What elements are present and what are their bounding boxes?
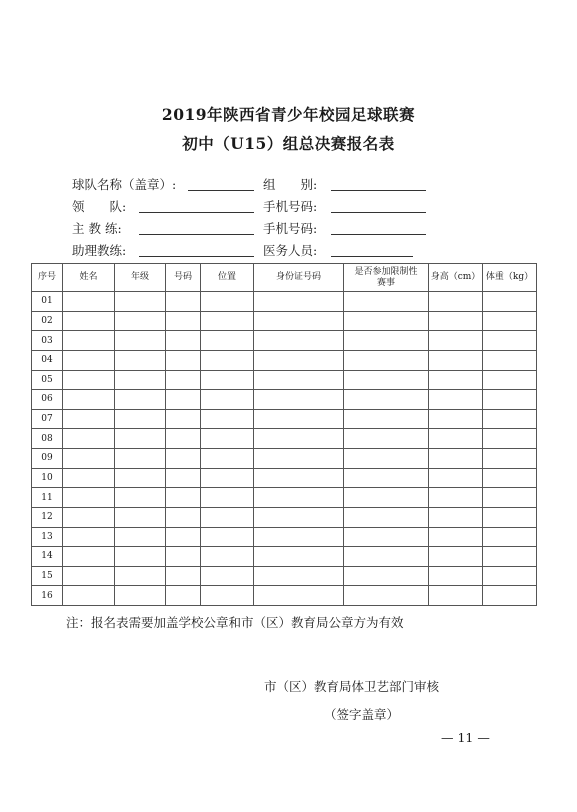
row-number: 16	[32, 586, 63, 606]
table-row	[32, 390, 537, 410]
entry-cell[interactable]	[166, 311, 201, 331]
table-row	[32, 331, 537, 351]
group-blank[interactable]	[331, 190, 426, 191]
entry-cell[interactable]	[429, 449, 483, 469]
entry-cell[interactable]	[254, 449, 344, 469]
page-number: — 11 —	[441, 730, 490, 745]
medical-staff-blank[interactable]	[331, 256, 413, 257]
entry-cell[interactable]	[115, 350, 166, 370]
entry-cell[interactable]	[201, 390, 254, 410]
table-row	[32, 527, 537, 547]
entry-cell[interactable]	[254, 586, 344, 606]
entry-cell[interactable]	[166, 449, 201, 469]
entry-cell[interactable]	[483, 566, 537, 586]
entry-cell[interactable]	[166, 409, 201, 429]
entry-cell[interactable]	[429, 566, 483, 586]
medical-staff-label: 医务人员:	[263, 243, 318, 258]
header-cell: 位置	[201, 264, 254, 292]
entry-cell[interactable]	[115, 547, 166, 567]
entry-cell[interactable]	[429, 370, 483, 390]
entry-cell[interactable]	[201, 350, 254, 370]
entry-cell[interactable]	[166, 292, 201, 312]
header-cell: 是否参加限制性赛事	[344, 264, 429, 292]
row-number: 10	[32, 468, 63, 488]
entry-cell[interactable]	[483, 390, 537, 410]
entry-cell[interactable]	[429, 547, 483, 567]
team-name-label: 球队名称（盖章）:	[72, 177, 177, 192]
header-cell: 姓名	[63, 264, 115, 292]
entry-cell[interactable]	[63, 468, 115, 488]
entry-cell[interactable]	[344, 390, 429, 410]
row-number: 05	[32, 370, 63, 390]
entry-cell[interactable]	[254, 527, 344, 547]
entry-cell[interactable]	[429, 350, 483, 370]
head-coach-label: 主 教 练:	[72, 221, 122, 236]
entry-cell[interactable]	[63, 311, 115, 331]
entry-cell[interactable]	[115, 409, 166, 429]
entry-cell[interactable]	[344, 409, 429, 429]
table-row	[32, 547, 537, 567]
entry-cell[interactable]	[429, 311, 483, 331]
entry-cell[interactable]	[201, 566, 254, 586]
row-number: 15	[32, 566, 63, 586]
entry-cell[interactable]	[201, 331, 254, 351]
entry-cell[interactable]	[254, 331, 344, 351]
table-row	[32, 350, 537, 370]
entry-cell[interactable]	[483, 409, 537, 429]
entry-cell[interactable]	[429, 331, 483, 351]
entry-cell[interactable]	[201, 527, 254, 547]
table-row	[32, 488, 537, 508]
entry-cell[interactable]	[201, 409, 254, 429]
entry-cell[interactable]	[344, 527, 429, 547]
entry-cell[interactable]	[201, 311, 254, 331]
entry-cell[interactable]	[201, 429, 254, 449]
header-cell: 体重（kg）	[483, 264, 537, 292]
row-number: 04	[32, 350, 63, 370]
entry-cell[interactable]	[254, 350, 344, 370]
entry-cell[interactable]	[201, 292, 254, 312]
form-title-line-1: 2019年陕西省青少年校园足球联赛	[161, 105, 416, 124]
note-text: 注：报名表需要加盖学校公章和市（区）教育局公章方为有效	[66, 615, 404, 630]
entry-cell[interactable]	[115, 586, 166, 606]
entry-cell[interactable]	[344, 488, 429, 508]
entry-cell[interactable]	[201, 586, 254, 606]
phone-blank-2[interactable]	[331, 234, 426, 235]
header-cell: 年级	[115, 264, 166, 292]
entry-cell[interactable]	[429, 507, 483, 527]
entry-cell[interactable]	[166, 390, 201, 410]
entry-cell[interactable]	[254, 409, 344, 429]
entry-cell[interactable]	[63, 449, 115, 469]
entry-cell[interactable]	[344, 547, 429, 567]
entry-cell[interactable]	[254, 370, 344, 390]
entry-cell[interactable]	[429, 390, 483, 410]
entry-cell[interactable]	[344, 311, 429, 331]
assistant-coach-blank[interactable]	[139, 256, 254, 257]
row-number: 11	[32, 488, 63, 508]
entry-cell[interactable]	[483, 547, 537, 567]
phone-blank-1[interactable]	[331, 212, 426, 213]
entry-cell[interactable]	[63, 370, 115, 390]
entry-cell[interactable]	[254, 292, 344, 312]
entry-cell[interactable]	[166, 350, 201, 370]
entry-cell[interactable]	[344, 468, 429, 488]
approval-text: 市（区）教育局体卫艺部门审核	[264, 679, 440, 694]
entry-cell[interactable]	[63, 409, 115, 429]
entry-cell[interactable]	[254, 429, 344, 449]
entry-cell[interactable]	[429, 429, 483, 449]
table-row	[32, 370, 537, 390]
row-number: 06	[32, 390, 63, 410]
entry-cell[interactable]	[254, 547, 344, 567]
phone-label-1: 手机号码:	[263, 199, 318, 214]
row-number: 01	[32, 292, 63, 312]
entry-cell[interactable]	[483, 370, 537, 390]
row-number: 14	[32, 547, 63, 567]
table-row	[32, 429, 537, 449]
entry-cell[interactable]	[63, 350, 115, 370]
entry-cell[interactable]	[166, 547, 201, 567]
roster-table	[31, 263, 537, 606]
entry-cell[interactable]	[201, 449, 254, 469]
entry-cell[interactable]	[254, 311, 344, 331]
entry-cell[interactable]	[483, 488, 537, 508]
table-header-row	[32, 264, 537, 292]
entry-cell[interactable]	[115, 429, 166, 449]
leader-blank[interactable]	[139, 212, 254, 213]
entry-cell[interactable]	[166, 507, 201, 527]
entry-cell[interactable]	[344, 292, 429, 312]
entry-cell[interactable]	[344, 370, 429, 390]
entry-cell[interactable]	[254, 468, 344, 488]
entry-cell[interactable]	[115, 468, 166, 488]
table-row	[32, 311, 537, 331]
entry-cell[interactable]	[429, 468, 483, 488]
entry-cell[interactable]	[429, 586, 483, 606]
entry-cell[interactable]	[115, 292, 166, 312]
entry-cell[interactable]	[429, 527, 483, 547]
entry-cell[interactable]	[63, 566, 115, 586]
entry-cell[interactable]	[201, 488, 254, 508]
entry-cell[interactable]	[429, 409, 483, 429]
table-row	[32, 566, 537, 586]
entry-cell[interactable]	[63, 390, 115, 410]
entry-cell[interactable]	[166, 468, 201, 488]
assistant-coach-label: 助理教练:	[72, 243, 127, 258]
entry-cell[interactable]	[166, 566, 201, 586]
entry-cell[interactable]	[201, 468, 254, 488]
entry-cell[interactable]	[115, 566, 166, 586]
entry-cell[interactable]	[63, 527, 115, 547]
entry-cell[interactable]	[115, 527, 166, 547]
entry-cell[interactable]	[344, 586, 429, 606]
table-row	[32, 468, 537, 488]
entry-cell[interactable]	[201, 547, 254, 567]
entry-cell[interactable]	[483, 429, 537, 449]
entry-cell[interactable]	[429, 488, 483, 508]
leader-label: 领 队:	[72, 199, 127, 214]
entry-cell[interactable]	[63, 292, 115, 312]
table-row	[32, 507, 537, 527]
header-cell: 号码	[166, 264, 201, 292]
entry-cell[interactable]	[483, 586, 537, 606]
entry-cell[interactable]	[254, 507, 344, 527]
entry-cell[interactable]	[63, 547, 115, 567]
entry-cell[interactable]	[115, 390, 166, 410]
entry-cell[interactable]	[483, 350, 537, 370]
entry-cell[interactable]	[166, 429, 201, 449]
entry-cell[interactable]	[483, 292, 537, 312]
signature-text: （签字盖章）	[324, 707, 400, 722]
row-number: 02	[32, 311, 63, 331]
entry-cell[interactable]	[201, 370, 254, 390]
entry-cell[interactable]	[344, 350, 429, 370]
row-number: 03	[32, 331, 63, 351]
entry-cell[interactable]	[483, 527, 537, 547]
header-cell: 身份证号码	[254, 264, 344, 292]
row-number: 12	[32, 507, 63, 527]
entry-cell[interactable]	[115, 331, 166, 351]
entry-cell[interactable]	[344, 507, 429, 527]
entry-cell[interactable]	[483, 449, 537, 469]
entry-cell[interactable]	[63, 586, 115, 606]
entry-cell[interactable]	[483, 331, 537, 351]
table-row	[32, 449, 537, 469]
entry-cell[interactable]	[344, 331, 429, 351]
entry-cell[interactable]	[115, 311, 166, 331]
team-name-blank[interactable]	[188, 190, 254, 191]
phone-label-2: 手机号码:	[263, 221, 318, 236]
entry-cell[interactable]	[63, 331, 115, 351]
entry-cell[interactable]	[115, 449, 166, 469]
entry-cell[interactable]	[115, 507, 166, 527]
entry-cell[interactable]	[344, 566, 429, 586]
entry-cell[interactable]	[483, 311, 537, 331]
entry-cell[interactable]	[166, 370, 201, 390]
entry-cell[interactable]	[254, 390, 344, 410]
entry-cell[interactable]	[115, 488, 166, 508]
entry-cell[interactable]	[63, 429, 115, 449]
entry-cell[interactable]	[483, 507, 537, 527]
table-row	[32, 586, 537, 606]
row-number: 13	[32, 527, 63, 547]
entry-cell[interactable]	[63, 507, 115, 527]
entry-cell[interactable]	[166, 331, 201, 351]
table-row	[32, 292, 537, 312]
entry-cell[interactable]	[166, 527, 201, 547]
entry-cell[interactable]	[483, 468, 537, 488]
entry-cell[interactable]	[63, 488, 115, 508]
group-label: 组 别:	[263, 177, 318, 192]
row-number: 09	[32, 449, 63, 469]
entry-cell[interactable]	[201, 507, 254, 527]
row-number: 08	[32, 429, 63, 449]
row-number: 07	[32, 409, 63, 429]
entry-cell[interactable]	[115, 370, 166, 390]
form-title-line-2: 初中（U15）组总决赛报名表	[182, 134, 395, 153]
header-cell: 序号	[32, 264, 63, 292]
entry-cell[interactable]	[166, 586, 201, 606]
entry-cell[interactable]	[344, 449, 429, 469]
table-row	[32, 409, 537, 429]
entry-cell[interactable]	[254, 488, 344, 508]
entry-cell[interactable]	[254, 566, 344, 586]
entry-cell[interactable]	[429, 292, 483, 312]
entry-cell[interactable]	[166, 488, 201, 508]
header-cell: 身高（cm）	[429, 264, 483, 292]
entry-cell[interactable]	[344, 429, 429, 449]
head-coach-blank[interactable]	[139, 234, 254, 235]
